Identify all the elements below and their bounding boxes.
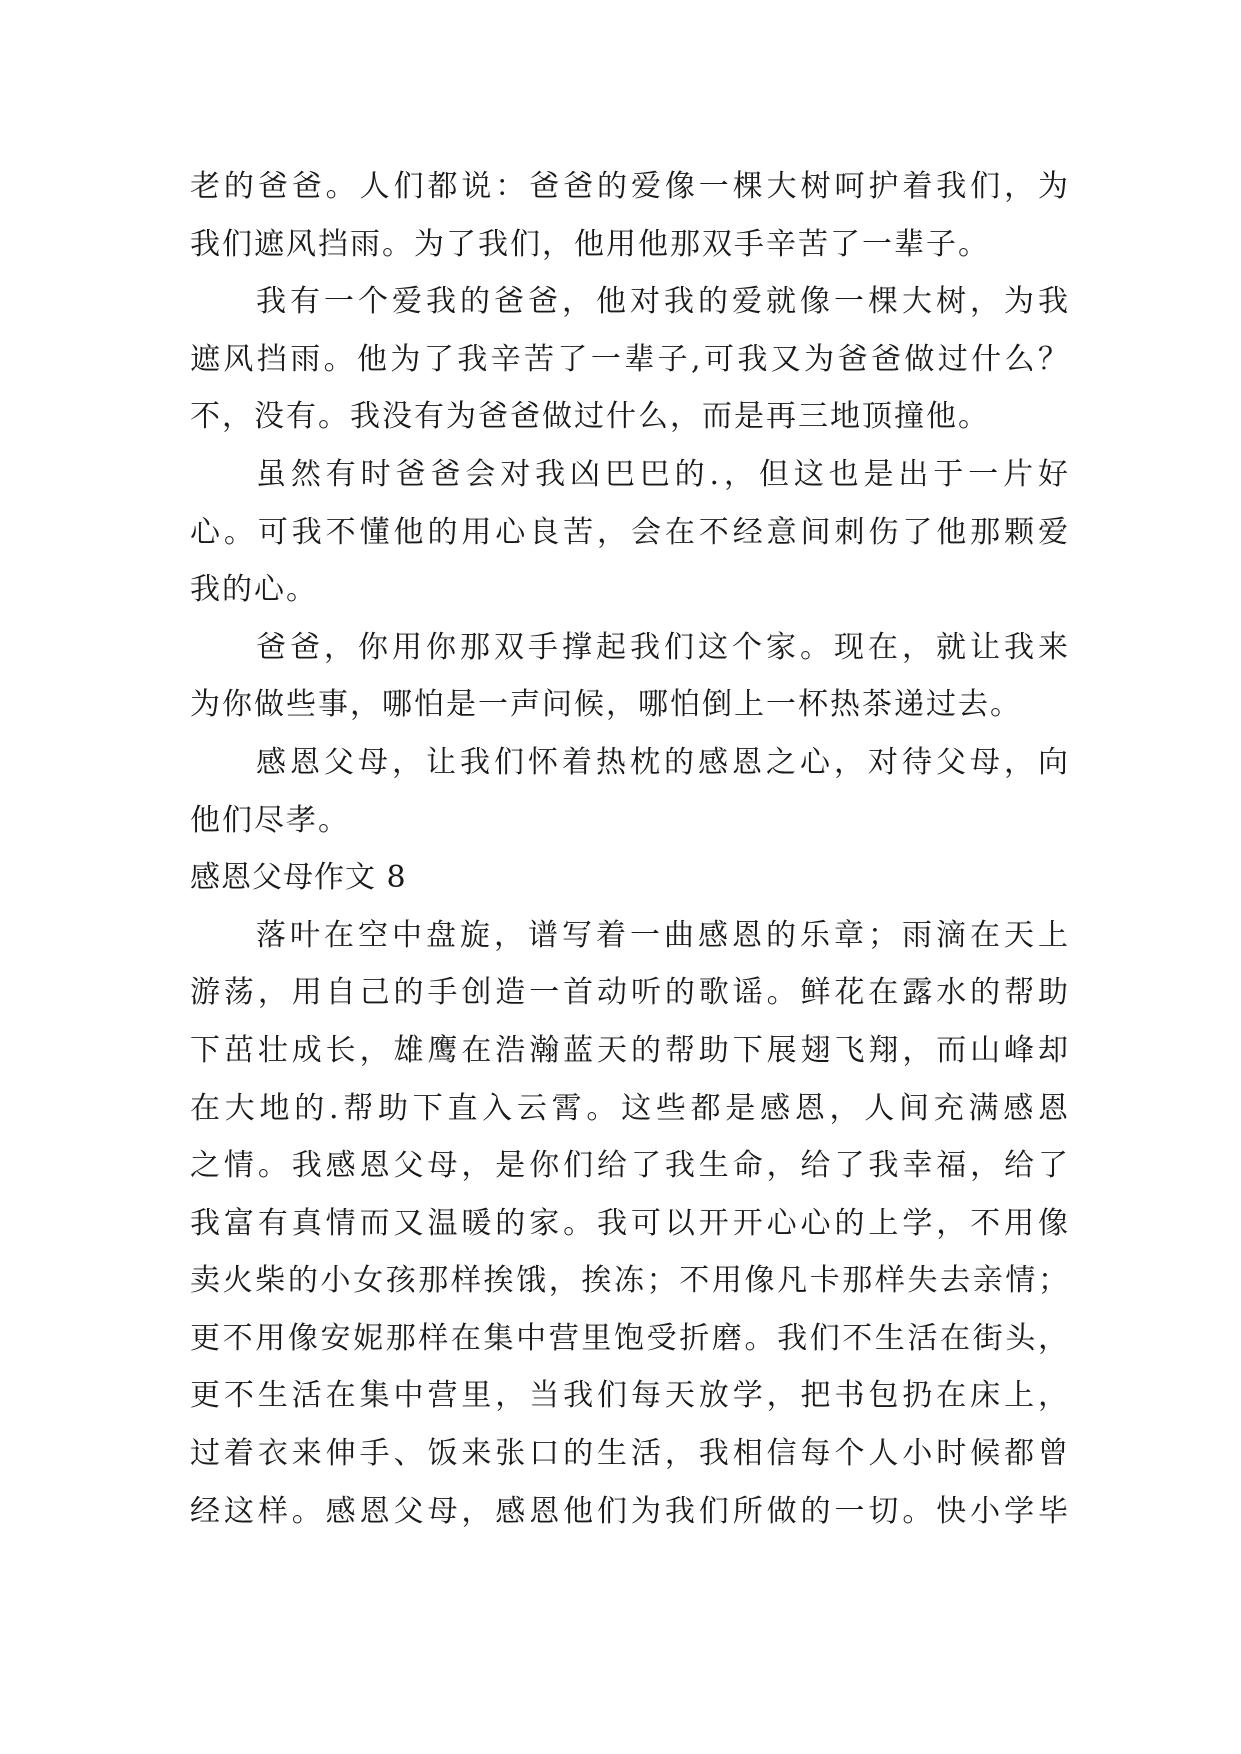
text-line: 我们遮风挡雨。为了我们，他用他那双手辛苦了一辈子。 bbox=[190, 226, 990, 262]
paragraph bbox=[190, 619, 1070, 734]
text-line: 我有一个爱我的爸爸，他对我的爱就像一棵大树，为我 bbox=[256, 284, 1070, 320]
text-line: 爸爸，你用你那双手撑起我们这个家。现在，就让我来 bbox=[256, 629, 1070, 665]
text-line: 下茁壮成长，雄鹰在浩瀚蓝天的帮助下展翅飞翔，而山峰却 bbox=[190, 1032, 1070, 1068]
text-line: 心。可我不懂他的用心良苦，会在不经意间刺伤了他那颗爱 bbox=[190, 514, 1070, 550]
document-body bbox=[190, 158, 1070, 1540]
text-line: 我的心。 bbox=[190, 572, 318, 608]
paragraph bbox=[190, 907, 1070, 1541]
text-line: 遮风挡雨。他为了我辛苦了一辈子,可我又为爸爸做过什么？ bbox=[190, 341, 1070, 377]
paragraph bbox=[190, 734, 1070, 849]
text-line: 之情。我感恩父母，是你们给了我生命，给了我幸福，给了 bbox=[190, 1148, 1070, 1184]
text-line: 经这样。感恩父母，感恩他们为我们所做的一切。快小学毕 bbox=[190, 1493, 1070, 1529]
text-line: 更不生活在集中营里，当我们每天放学，把书包扔在床上， bbox=[190, 1378, 1070, 1414]
paragraph bbox=[190, 446, 1070, 619]
section-title: 感恩父母作文 8 bbox=[190, 860, 407, 896]
text-line: 感恩父母，让我们怀着热枕的感恩之心，对待父母，向 bbox=[256, 744, 1070, 780]
paragraph bbox=[190, 158, 1070, 273]
text-line: 老的爸爸。人们都说：爸爸的爱像一棵大树呵护着我们，为 bbox=[190, 169, 1070, 204]
text-line: 为你做些事，哪怕是一声问候，哪怕倒上一杯热茶递过去。 bbox=[190, 687, 1022, 723]
paragraph bbox=[190, 273, 1070, 446]
text-line: 在大地的.帮助下直入云霄。这些都是感恩，人间充满感恩 bbox=[190, 1090, 1070, 1126]
text-line: 卖火柴的小女孩那样挨饿，挨冻；不用像凡卡那样失去亲情； bbox=[190, 1263, 1070, 1299]
text-line: 落叶在空中盘旋，谱写着一曲感恩的乐章；雨滴在天上 bbox=[256, 917, 1070, 953]
text-line: 我富有真情而又温暖的家。我可以开开心心的上学，不用像 bbox=[190, 1205, 1070, 1241]
text-line: 他们尽孝。 bbox=[190, 802, 350, 838]
text-line: 不，没有。我没有为爸爸做过什么，而是再三地顶撞他。 bbox=[190, 399, 990, 435]
text-line: 游荡，用自己的手创造一首动听的歌谣。鲜花在露水的帮助 bbox=[190, 975, 1070, 1011]
text-line: 更不用像安妮那样在集中营里饱受折磨。我们不生活在街头， bbox=[190, 1320, 1070, 1356]
text-line: 虽然有时爸爸会对我凶巴巴的.，但这也是出于一片好 bbox=[256, 456, 1070, 492]
text-line: 过着衣来伸手、饭来张口的生活，我相信每个人小时候都曾 bbox=[190, 1436, 1070, 1472]
